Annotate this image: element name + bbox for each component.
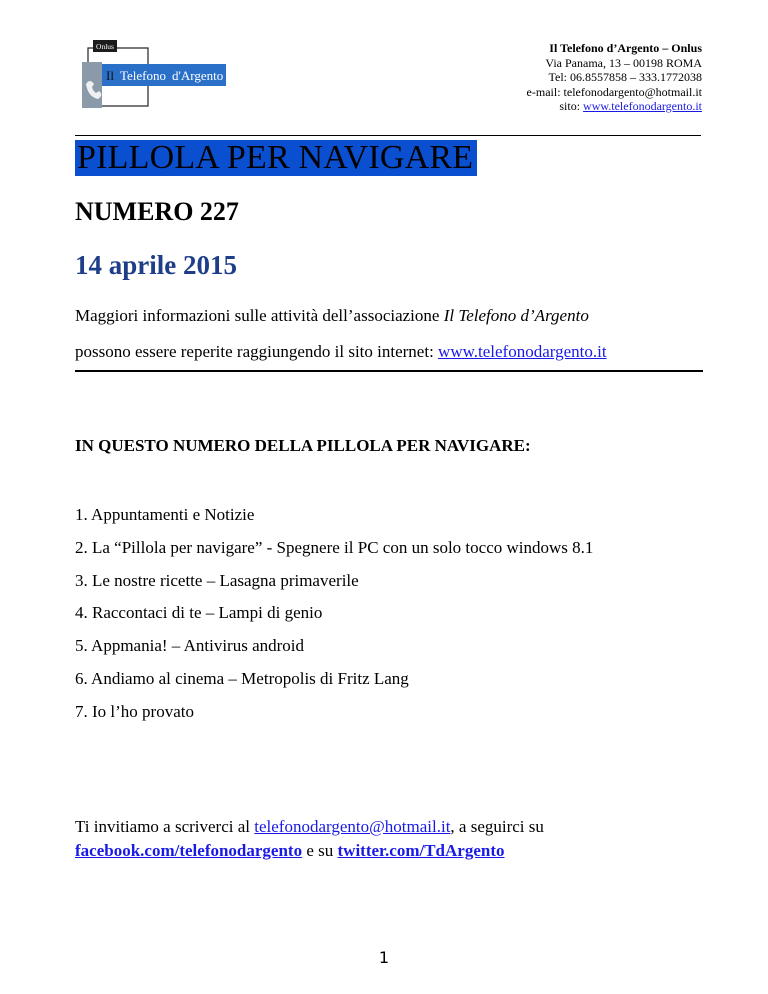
table-of-contents xyxy=(75,499,593,729)
issue-date: 14 aprile 2015 xyxy=(75,250,237,280)
logo-text-il: Il xyxy=(106,68,114,83)
toc-item: 3. Le nostre ricette – Lasagna primaverile xyxy=(75,570,359,590)
intro-association-name: Il Telefono d’Argento xyxy=(443,306,589,325)
facebook-link[interactable]: facebook.com/telefonodargento xyxy=(75,841,303,860)
org-site xyxy=(527,99,702,114)
toc-item: 4. Raccontaci di te – Lampi di genio xyxy=(75,603,323,623)
footer-text-3: e su xyxy=(302,841,338,860)
org-address: Via Panama, 13 – 00198 ROMA xyxy=(545,55,702,70)
logo-badge: Onlus xyxy=(96,42,114,51)
org-site-link[interactable]: www.telefonodargento.it xyxy=(583,99,702,113)
org-email: e-mail: telefonodargento@hotmail.it xyxy=(526,84,702,99)
issue-number: NUMERO 227 xyxy=(75,197,239,226)
intro-text-2: possono essere reperite raggiungendo il sito internet: xyxy=(75,342,439,361)
toc-item: 7. Io l’ho provato xyxy=(75,701,194,721)
toc-item: 6. Andiamo al cinema – Metropolis di Fritz Lang xyxy=(75,668,409,688)
footer-text-1: Ti invitiamo a scriverci al xyxy=(75,817,255,836)
intro-paragraph xyxy=(75,298,715,370)
association-logo xyxy=(80,40,230,110)
page-title: PILLOLA PER NAVIGARE xyxy=(75,140,477,176)
intro-site-link[interactable]: www.telefonodargento.it xyxy=(438,342,607,361)
intro-divider xyxy=(75,370,703,372)
organization-info xyxy=(527,41,702,114)
toc-item: 2. La “Pillola per navigare” - Spegnere il PC con un solo tocco windows 8.1 xyxy=(75,537,594,557)
toc-item: 5. Appmania! – Antivirus android xyxy=(75,636,305,656)
contact-paragraph xyxy=(75,815,715,863)
org-name: Il Telefono d’Argento – Onlus xyxy=(549,41,702,55)
logo-text-argento: d'Argento xyxy=(172,68,224,83)
page-number: 1 xyxy=(378,948,390,967)
intro-text-1: Maggiori informazioni sulle attività dell’associazione xyxy=(75,306,444,325)
org-phone: Tel: 06.8557858 – 333.1772038 xyxy=(548,70,702,84)
toc-item: 1. Appuntamenti e Notizie xyxy=(75,505,255,524)
twitter-link[interactable]: twitter.com/TdArgento xyxy=(337,841,505,860)
org-site-prefix: sito: xyxy=(559,99,584,113)
footer-text-2: , a seguirci su xyxy=(450,817,544,836)
email-link[interactable]: telefonodargento@hotmail.it xyxy=(254,817,451,836)
header-divider xyxy=(75,135,701,136)
logo-text-telefono: Telefono xyxy=(120,68,167,83)
section-heading: IN QUESTO NUMERO DELLA PILLOLA PER NAVIGARE: xyxy=(75,436,531,455)
